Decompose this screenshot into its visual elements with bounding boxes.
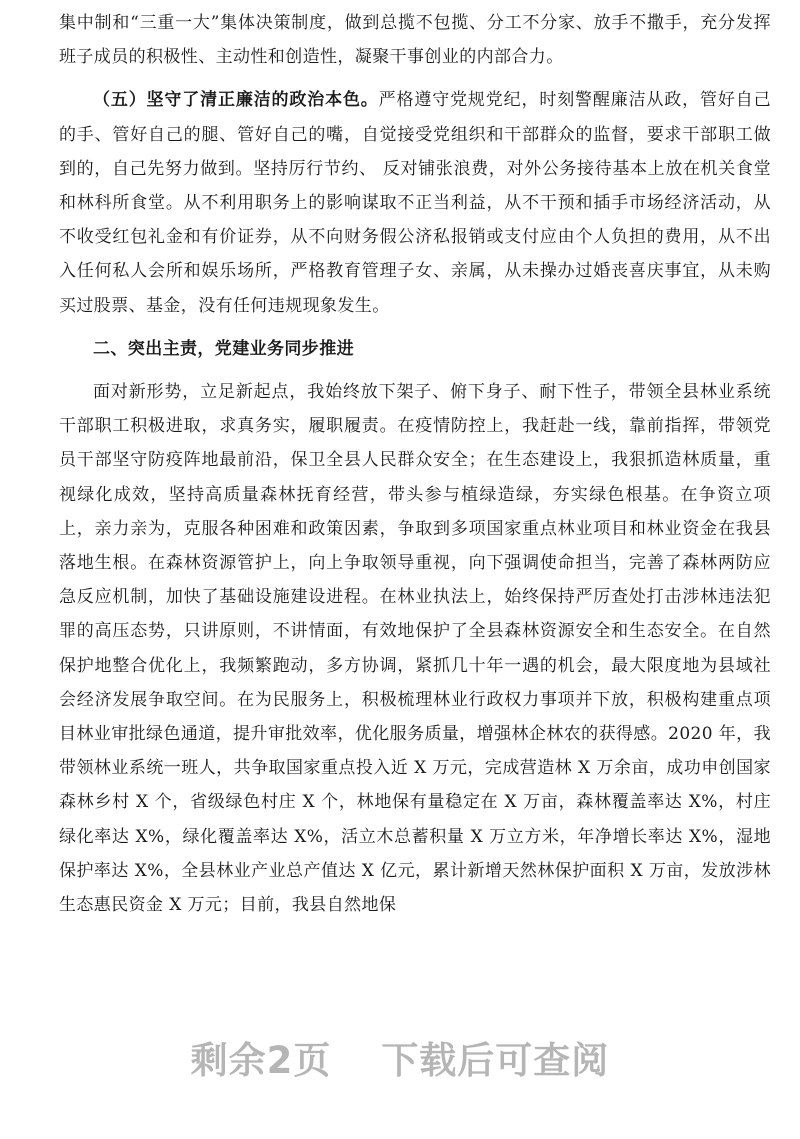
paragraph-integrity	[59, 83, 771, 322]
paragraph-lead: （五）坚守了清正廉洁的政治本色。	[93, 90, 379, 111]
paragraph-text: 集中制和“三重一大”集体决策制度，做到总揽不包揽、分工不分家、放手不撒手，充分发挥班子成员的积极性、主动性和创造性，凝聚干事创业的内部合力。	[59, 13, 771, 68]
download-to-view-label: 下载后可查阅	[381, 1039, 610, 1082]
paragraph-continuation	[59, 6, 771, 74]
paragraph-text: 面对新形势，立足新起点，我始终放下架子、俯下身子、耐下性子，带领全县林业系统干部职工积极进取，求真务实，履职履责。在疫情防控上，我赶赴一线，靠前指挥，带领党员干部坚守防疫阵地最前沿，保卫全县人民群众安全；在生态建设上，我狠抓造林质量，重视绿化成效，坚持高质量森林抚育经营，带头参与植绿造绿，夯实绿色根基。在争资立项上，亲力亲为，克服各种困难和政策因素，争取到多项国家重点林业项目和林业资金在我县落地生根。在森林资源管护上，向上争取领导重视，向下强调使命担当，完善了森林两防应急反应机制，加快了基础设施建设进程。在林业执法上，始终保持严厉查处打击涉林违法犯罪的高压态势，只讲原则，不讲情面，有效地保护了全县森林资源安全和生态安全。在自然保护地整合优化上，我频繁跑动，多方协调，紧抓几十年一遇的机会，最大限度地为县域社会经济发展争取空间。在为民服务上，积极梳理林业行政权力事项并下放，积极构建重点项目林业审批绿色通道，提升审批效率，优化服务质量，增强林企林农的获得感。2020 年，我带领林业系统一班人，共争取国家重点投入近 X 万元，完成营造林 X 万余亩，成功申创国家森林乡村 X 个，省级绿色村庄 X 个，林地保有量稳定在 X 万亩，森林覆盖率达 X%，村庄绿化率达 X%，绿化覆盖率达 X%，活立木总蓄积量 X 万立方米，年净增长率达 X%，湿地保护率达 X%，全县林业产业总产值达 X 亿元，累计新增天然林保护面积 X 万亩，发放涉林生态惠民资金 X 万元；目前，我县自然地保	[59, 382, 771, 916]
document-body	[59, 6, 771, 931]
section-heading-text: 二、突出主责，党建业务同步推进	[93, 338, 354, 359]
paragraph-text: 严格遵守党规党纪，时刻警醒廉洁从政，管好自己的手、管好自己的腿、管好自己的嘴，自觉接受党组织和干部群众的监督，要求干部职工做到的，自己先努力做到。坚持厉行节约、 反对铺张浪费，对外公务接待基本上放在机关食堂和林科所食堂。从不利用职务上的影响谋取不正当利益，从不干预和插手市场经济活动，从不收受红包礼金和有价证券，从不向财务假公济私报销或支付应由个人负担的费用，从不出入任何私人会所和娱乐场所，严格教育管理子女、亲属，从未操办过婚丧喜庆事宜，从未购买过股票、基金，没有任何违规现象发生。	[59, 90, 771, 316]
paragraph-work-summary	[59, 375, 771, 922]
download-banner[interactable]	[0, 1030, 800, 1084]
remaining-pages-label: 剩余2页	[190, 1039, 332, 1082]
section-heading	[59, 332, 771, 366]
